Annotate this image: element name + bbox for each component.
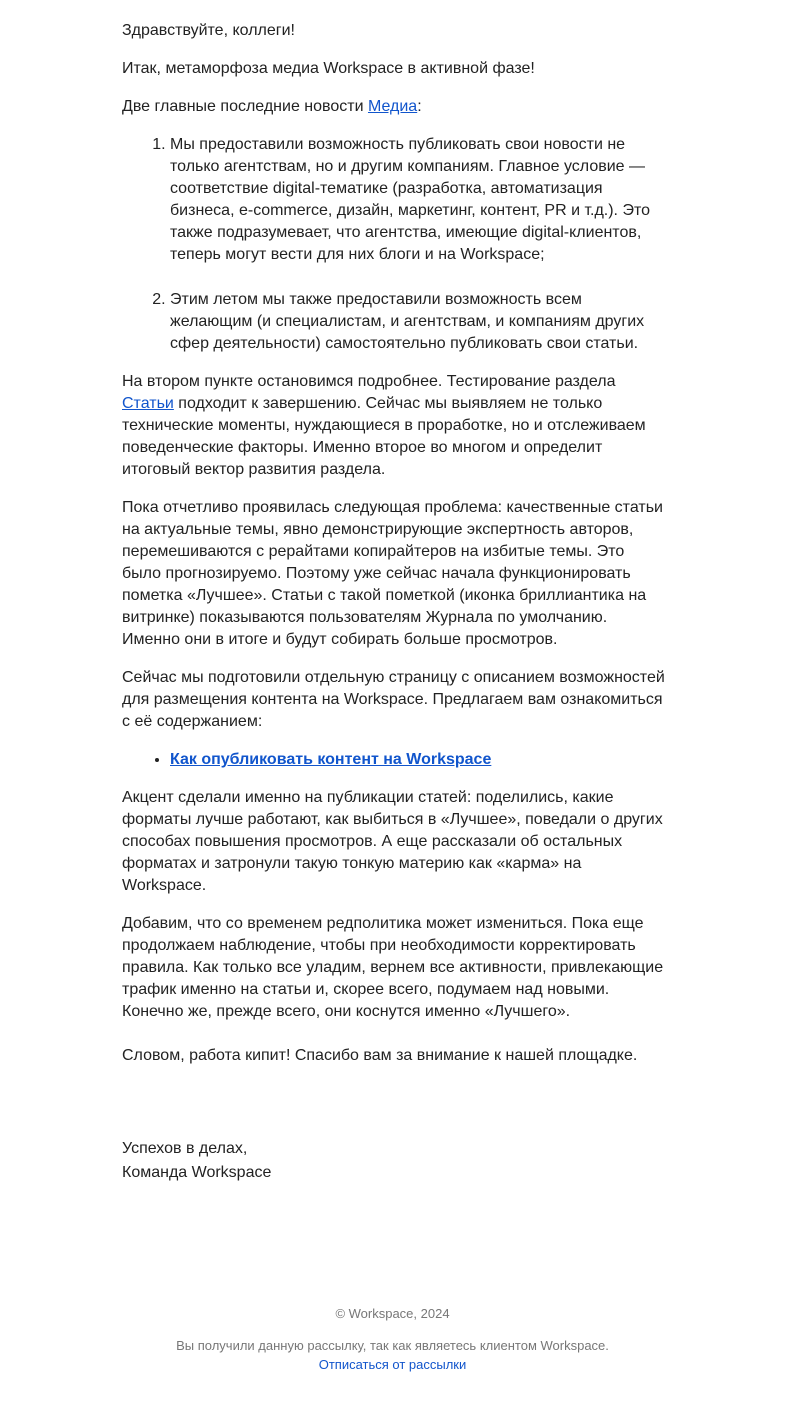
second-point-text-start: На втором пункте остановимся подробнее. Тестирование раздела [122, 373, 616, 390]
second-point-text-end: подходит к завершению. Сейчас мы выявляем не только технические моменты, нуждающиеся в проработке, но и отслеживаем поведенческие факторы. Именно второе во многом и определит итоговый вектор развития раздела. [122, 395, 646, 478]
policy-paragraph: Добавим, что со временем редполитика может измениться. Пока еще продолжаем наблюдение, чтобы при необходимости корректировать правила. Как только все уладим, вернем все активности, привлекающие трафик именно на статьи и, скорее всего, подумаем над новыми. Конечно же, прежде всего, они коснутся именно «Лучшего». [122, 915, 664, 1020]
page-paragraph: Сейчас мы подготовили отдельную страницу с описанием возможностей для размещения контента на Workspace. Предлагаем вам ознакомиться с её содержанием: [122, 669, 665, 730]
footer-notice: Вы получили данную рассылку, так как являетесь клиентом Workspace. [176, 1338, 609, 1353]
news-list-item: 1. Мы предоставили возможность публиковать свои новости не только агентствам, но и другим компаниям. Главное условие — соответствие digital-тематике (разработка, автоматизация бизнеса, e-commerce, дизайн, маркетинг, контент, PR и т.д.). Это также подразумевает, что агентства, имеющие digital-клиентов, теперь могут вести для них блоги и на Workspace; [170, 134, 667, 266]
unsubscribe-link[interactable]: Отписаться от рассылки [318, 1357, 467, 1372]
news-list [122, 134, 667, 355]
how-to-publish-link[interactable]: Как опубликовать контент на Workspace [170, 751, 492, 768]
footer-copyright: © Workspace, 2024 [335, 1306, 450, 1321]
link-list [122, 749, 667, 771]
second-point-paragraph [122, 371, 667, 481]
problem-paragraph: Пока отчетливо проявилась следующая проблема: качественные статьи на актуальные темы, явно демонстрирующие экспертность авторов, перемешиваются с рерайтами копирайтеров на избитые темы. Это было прогнозируемо. Поэтому уже сейчас начала функционировать пометка «Лучшее». Статьи с такой пометкой (иконка бриллиантика на витринке) показываются пользователям Журнала по умолчанию. Именно они в итоге и будут собирать больше просмотров. [122, 499, 663, 648]
news-lead-paragraph [122, 96, 667, 118]
news-lead-text: Две главные последние новости [122, 98, 368, 115]
link-list-item [170, 749, 667, 771]
media-link[interactable]: Медиа [367, 98, 418, 115]
greeting: Здравствуйте, коллеги! [122, 22, 295, 39]
articles-link[interactable]: Статьи [122, 395, 174, 412]
news-lead-colon: : [417, 98, 422, 115]
accent-paragraph: Акцент сделали именно на публикации статей: поделились, какие форматы лучше работают, как выбиться в «Лучшее», поведали о других способах повышения просмотров. А еще рассказали об остальных форматах и затронули такую тонкую материю как «карма» на Workspace. [122, 789, 663, 894]
closing-paragraph: Словом, работа кипит! Спасибо вам за внимание к нашей площадке. [122, 1047, 638, 1064]
intro-paragraph: Итак, метаморфоза медиа Workspace в активной фазе! [122, 60, 535, 77]
signature-team: Команда Workspace [122, 1164, 272, 1181]
signature-line: Успехов в делах, [122, 1140, 248, 1157]
news-list-item: 2. Этим летом мы также предоставили возможность всем желающим (и специалистам, и агентствам, и компаниям других сфер деятельности) самостоятельно публиковать свои статьи. [170, 289, 667, 355]
signature [122, 1137, 271, 1185]
email-body [122, 20, 667, 1083]
footer-notice-block [0, 1336, 785, 1374]
